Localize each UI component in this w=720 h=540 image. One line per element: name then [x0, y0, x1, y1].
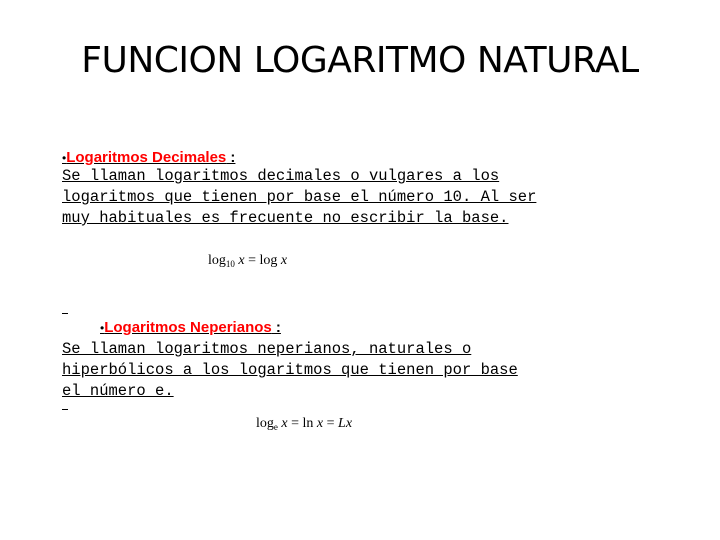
decimal-line-2: logaritmos que tienen por base el número 10. Al ser [62, 188, 537, 206]
neperian-line-2: hiperbólicos a los logaritmos que tienen por base [62, 361, 518, 379]
stray-mark [62, 409, 68, 410]
neperian-heading [100, 319, 281, 336]
formula-rhs-alt: Lx [338, 416, 353, 431]
formula-base: e [273, 422, 278, 432]
formula-rhs-log: log [259, 253, 278, 268]
slide-title: FUNCION LOGARITMO NATURAL [81, 40, 639, 81]
formula-log: log [208, 253, 226, 268]
decimal-heading-colon: : [226, 149, 236, 166]
bullet-dot: • [100, 321, 105, 335]
decimal-heading [62, 149, 235, 166]
decimal-line-3: muy habituales es frecuente no escribir la base. [62, 209, 509, 227]
neperian-paragraph [62, 339, 518, 402]
neperian-heading-colon: : [271, 319, 281, 336]
decimal-paragraph [62, 166, 536, 229]
neperian-line-1: Se llaman logaritmos neperianos, naturales o [62, 340, 472, 358]
decimal-line-1: Se llaman logaritmos decimales o vulgares a los [62, 167, 500, 185]
neperian-line-3: el número e. [62, 382, 174, 400]
formula-log: log [256, 416, 274, 431]
decimal-log-formula: $\log_{10} x = \log x$ [208, 253, 288, 269]
stray-mark [62, 313, 68, 314]
formula-base: 10 [225, 259, 235, 269]
neperian-log-formula: $\log_e x = \ln x = Lx$ [256, 416, 353, 432]
neperian-heading-label: Logaritmos Neperianos [104, 319, 272, 336]
formula-arg: x [238, 253, 245, 268]
formula-arg: x [281, 416, 288, 431]
bullet-dot: • [62, 151, 67, 165]
formula-rhs-arg: x [280, 253, 288, 268]
formula-rhs-ln: ln [302, 416, 314, 431]
decimal-heading-label: Logaritmos Decimales [66, 149, 227, 166]
formula-rhs-arg: x [316, 416, 324, 431]
